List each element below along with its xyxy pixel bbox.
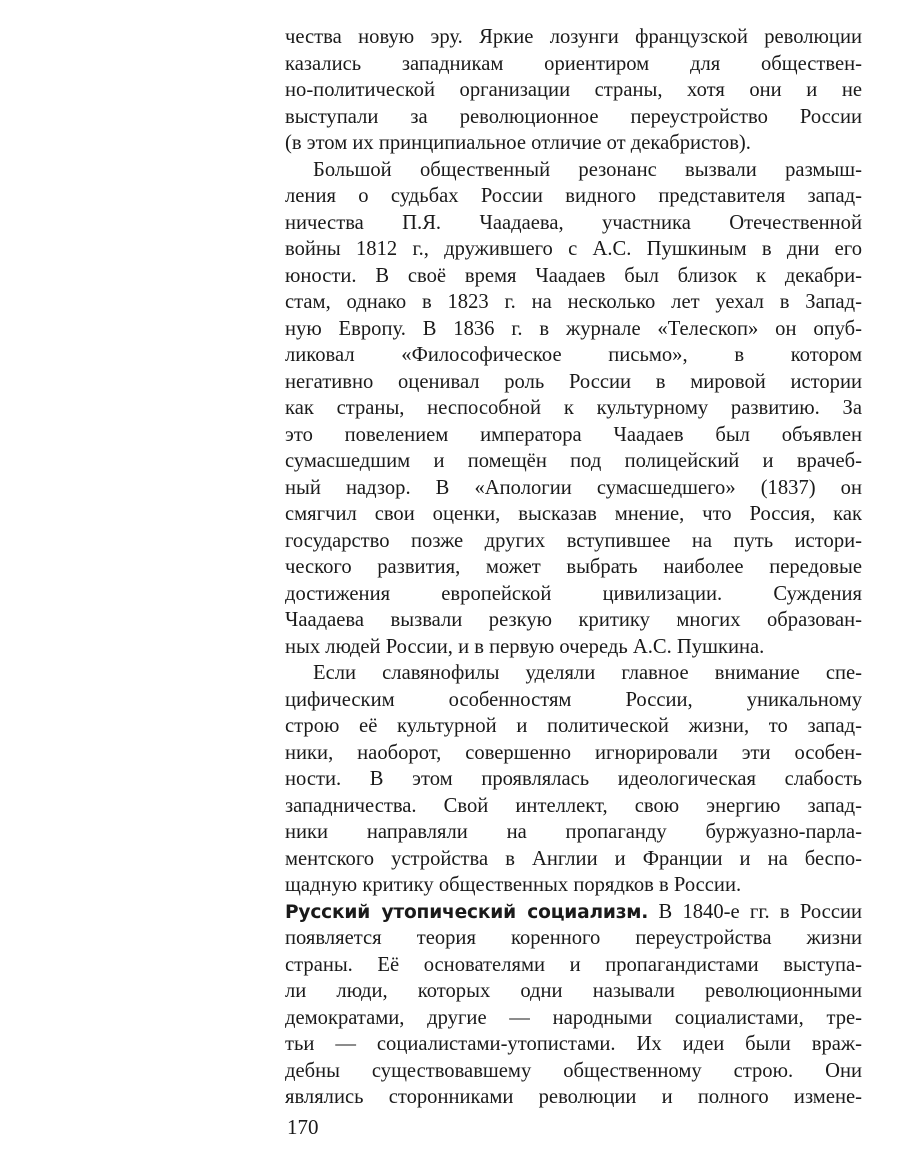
- text-line: как страны, неспособной к культурному развитию. За: [285, 397, 862, 419]
- text-line: чества новую эру. Яркие лозунги французской революции: [285, 26, 862, 48]
- text-line: ных людей России, и в первую очередь А.С. Пушкина.: [285, 635, 765, 658]
- text-line: ничества П.Я. Чаадаева, участника Отечественной: [285, 211, 862, 234]
- text-line: западничества. Свой интеллект, свою энергию запад-: [285, 794, 862, 817]
- section-lines: [285, 925, 862, 1111]
- text-line: страны. Её основателями и пропагандистами выступа-: [285, 953, 862, 976]
- text-line: ли люди, которых одни называли революционными: [285, 980, 862, 1002]
- section-first-line: [285, 899, 862, 926]
- text-line: тьи — социалистами-утопистами. Их идеи были враж-: [285, 1033, 862, 1055]
- text-line: Если славянофилы уделяли главное внимание спе-: [313, 662, 862, 684]
- text-line: ную Европу. В 1836 г. в журнале «Телескоп» он опуб-: [285, 317, 862, 340]
- text-line: демократами, другие — народными социалистами, тре-: [285, 1006, 862, 1029]
- section-utopian-socialism: [285, 899, 862, 1111]
- text-line: Большой общественный резонанс вызвали размыш-: [313, 158, 862, 181]
- text-line: казались западникам ориентиром для обществен-: [285, 52, 862, 75]
- body-paragraphs: [285, 24, 862, 899]
- text-line: ники, наоборот, совершенно игнорировали эти особен-: [285, 741, 862, 764]
- text-line: юности. В своё время Чаадаев был близок к декабри-: [285, 264, 862, 287]
- text-line: цифическим особенностям России, уникальному: [285, 688, 862, 711]
- text-line: достижения европейской цивилизации. Суждения: [285, 582, 862, 605]
- text-line: выступали за революционное переустройство России: [285, 105, 862, 128]
- page-text: [285, 24, 862, 1111]
- text-line: ческого развития, может выбрать наиболее передовые: [285, 556, 862, 578]
- text-line: сумасшедшим и помещён под полицейский и врачеб-: [285, 450, 862, 472]
- text-line: это повелением императора Чаадаев был объявлен: [285, 423, 862, 446]
- page-number: 170: [287, 1115, 319, 1139]
- text-line: (в этом их принципиальное отличие от декабристов).: [285, 132, 751, 154]
- section-heading: Русский утопический социализм.: [285, 901, 649, 923]
- text-line: ности. В этом проявлялась идеологическая слабость: [285, 768, 862, 790]
- text-line: ники направляли на пропаганду буржуазно-парла-: [285, 821, 862, 843]
- paragraph-p3: [285, 660, 862, 899]
- text-line: ный надзор. В «Апологии сумасшедшего» (1837) он: [285, 476, 862, 499]
- text-line: щадную критику общественных порядков в России.: [285, 874, 742, 896]
- text-line: строю её культурной и политической жизни, то запад-: [285, 715, 862, 737]
- text-line: смягчил свои оценки, высказав мнение, что Россия, как: [285, 503, 862, 525]
- text-line: стам, однако в 1823 г. на несколько лет уехал в Запад-: [285, 291, 862, 313]
- text-line: но-политической организации страны, хотя они и не: [285, 79, 862, 101]
- text-line: являлись сторонниками революции и полного измене-: [285, 1086, 862, 1108]
- text-line: негативно оценивал роль России в мировой истории: [285, 370, 862, 393]
- paragraph-p2: [285, 157, 862, 661]
- text-line: войны 1812 г., дружившего с А.С. Пушкиным в дни его: [285, 238, 862, 260]
- text-line: появляется теория коренного переустройства жизни: [285, 927, 862, 949]
- text-line: дебны существовавшему общественному строю. Они: [285, 1059, 862, 1082]
- text-line: Чаадаева вызвали резкую критику многих образован-: [285, 609, 862, 631]
- text-line: государство позже других вступившее на путь истори-: [285, 529, 862, 552]
- text-line: ликовал «Философическое письмо», в котором: [285, 344, 862, 366]
- paragraph-p1: [285, 24, 862, 157]
- text-line: ментского устройства в Англии и Франции и на беспо-: [285, 847, 862, 870]
- text-line: ления о судьбах России видного представителя запад-: [285, 185, 862, 207]
- section-first-line-rest: В 1840-е гг. в России: [648, 900, 862, 923]
